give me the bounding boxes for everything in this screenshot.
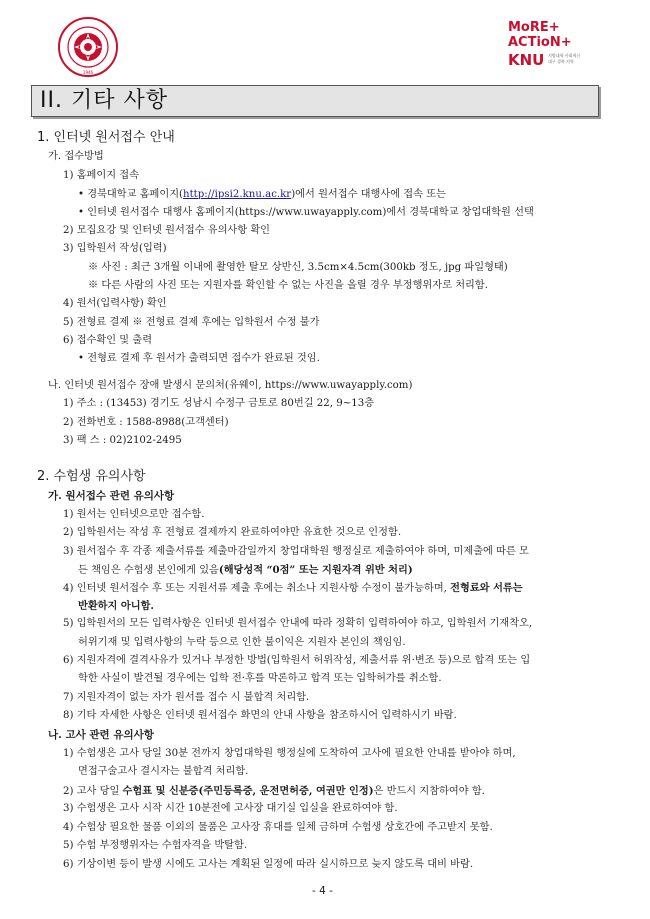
section-header-box: [31, 85, 599, 117]
notice-3-line-2: [78, 563, 413, 578]
section2-na: 나. 고사 관련 유의사항: [48, 729, 154, 741]
section1-ga: 가. 접수방법: [48, 151, 104, 162]
logo-line-2: ACTioN+: [508, 35, 572, 50]
exam-2: [63, 784, 485, 799]
notice-5-line-1: 5) 입학원서의 모든 입력사항은 인터넷 원서접수 안내에 따라 정확히 입력하여야 하고, 입학원서 기재착오,: [63, 618, 533, 629]
notice-7: 7) 지원자격이 없는 자가 원서를 접수 시 불합격 처리함.: [63, 692, 310, 703]
section1-step-2: 2) 모집요강 및 인터넷 원서접수 유의사항 확인: [63, 225, 271, 236]
page-number: - 4 -: [312, 885, 333, 897]
bullet-1-text-b: )에서 원서접수 대행사에 접속 또는: [291, 189, 446, 200]
contact-phone: 2) 전화번호 : 1588-8988(고객센터): [63, 417, 229, 428]
notice-6-line-2: 학한 사실이 발견될 경우에는 입학 전·후를 막론하고 합격 또는 입학허가를 취소함.: [78, 673, 442, 684]
notice-4-line-1: [63, 581, 523, 596]
section1-step-6: 6) 접수확인 및 출력: [63, 335, 153, 346]
exam-4: 4) 수험상 필요한 물품 이외의 물품은 고사장 휴대를 일체 금하며 수험생 상호간에 주고받지 못함.: [63, 822, 493, 833]
logo-sub-2: 대구 경북 지역: [548, 59, 574, 64]
notice-3-text: 든 책임은 수험생 본인에게 있음: [78, 565, 219, 576]
logo-line-3: KNU: [508, 51, 545, 69]
section1-step-4: 4) 원서(입력사항) 확인: [63, 298, 167, 309]
exam-5: 5) 수험 부정행위자는 수험자격을 박탈함.: [63, 840, 248, 851]
page-title: II. 기타 사항: [40, 88, 168, 113]
notice-5-line-2: 허위기재 및 입력사항의 누락 등으로 인한 불이익은 지원자 본인의 책임임.: [78, 637, 406, 648]
svg-text:1946: 1946: [82, 70, 94, 75]
exam-2-bold: 수험표 및 신분증(주민등록증, 운전면허증, 여권만 인정): [122, 785, 374, 797]
bullet-1-text-a: • 경북대학교 홈페이지(: [78, 189, 184, 200]
section1-step-5: 5) 전형료 결제 ※ 전형료 결제 후에는 입학원서 수정 불가: [63, 317, 320, 328]
section1-title: 1. 인터넷 원서접수 안내: [37, 130, 175, 145]
section1-step-1: 1) 홈페이지 접속: [63, 170, 139, 181]
section1-step-3: 3) 입학원서 작성(입력): [63, 243, 167, 254]
notice-2: 2) 입학원서는 작성 후 전형료 결제까지 완료하여야만 유효한 것으로 인정함.: [63, 527, 402, 538]
section1-note-2: ※ 다른 사람의 사진 또는 지원자를 확인할 수 없는 사진을 올릴 경우 부정행위자로 처리함.: [88, 280, 488, 291]
notice-3-line-1: 3) 원서접수 후 각종 제출서류를 제출마감일까지 창업대학원 행정실로 제출하여야 하며, 미제출에 따른 모: [63, 546, 529, 557]
more-action-knu-logo: [508, 20, 586, 78]
ipsi-link[interactable]: http://ipsi2.knu.ac.kr: [183, 189, 292, 200]
contact-fax: 3) 팩 스 : 02)2102-2495: [63, 435, 182, 446]
exam-3: 3) 수험생은 고사 시작 시간 10분전에 고사장 대기실 입실을 완료하여야 함.: [63, 803, 398, 814]
exam-1-line-2: 면접구술고사 결시자는 불합격 처리함.: [78, 766, 249, 777]
university-seal: [58, 17, 118, 77]
notice-4-text: 4) 인터넷 원서접수 후 또는 지원서류 제출 후에는 취소나 지원사항 수정이 불가능하며,: [63, 583, 451, 594]
contact-address: 1) 주소 : (13453) 경기도 성남시 수정구 금토로 80번길 22, 9~13층: [63, 398, 375, 409]
notice-6-line-1: 6) 지원자격에 결격사유가 있거나 부정한 방법(입학원서 허위작성, 제출서류 위·변조 등)으로 합격 또는 입: [63, 655, 531, 666]
section1-note-1: ※ 사진 : 최근 3개월 이내에 촬영한 탈모 상반신, 3.5cm×4.5cm(300kb 정도, jpg 파일형태): [88, 262, 508, 273]
section1-bullet-1: [78, 188, 446, 202]
notice-3-bold: (해당성적 “0점” 또는 지원자격 위반 처리): [218, 564, 413, 576]
section1-na: 나. 인터넷 원서접수 장애 발생시 문의처(유웨이, https://www.uwayapply.com): [48, 380, 413, 391]
section2-ga: 가. 원서접수 관련 유의사항: [48, 490, 175, 502]
notice-8: 8) 기타 자세한 사항은 인터넷 원서접수 화면의 안내 사항을 참조하시어 입력하시기 바람.: [63, 710, 457, 721]
exam-6: 6) 기상이변 등이 발생 시에도 고사는 계획된 일정에 따라 실시하므로 늦지 않도록 대비 바람.: [63, 859, 474, 870]
exam-2-text-a: 2) 고사 당일: [63, 786, 123, 797]
logo-line-1: MoRE+: [508, 20, 560, 35]
exam-2-text-b: 은 반드시 지참하여야 함.: [373, 786, 485, 797]
logo-sub-1: 지방대학 사회혁신: [548, 53, 581, 58]
exam-1-line-1: 1) 수험생은 고사 당일 30분 전까지 창업대학원 행정실에 도착하여 고사에 필요한 안내를 받아야 하며,: [63, 748, 516, 759]
section2-title: 2. 수험생 유의사항: [37, 469, 146, 484]
notice-1: 1) 원서는 인터넷으로만 접수함.: [63, 509, 205, 520]
section1-bullet-3: • 전형료 결제 후 원서가 출력되면 접수가 완료된 것임.: [78, 353, 320, 364]
section1-bullet-2: • 인터넷 원서접수 대행사 홈페이지(https://www.uwayapply.com)에서 경북대학교 창업대학원 선택: [78, 207, 534, 218]
notice-4-line-2: 반환하지 아니함.: [78, 600, 154, 612]
notice-4-bold: 전형료와 서류는: [450, 582, 523, 594]
